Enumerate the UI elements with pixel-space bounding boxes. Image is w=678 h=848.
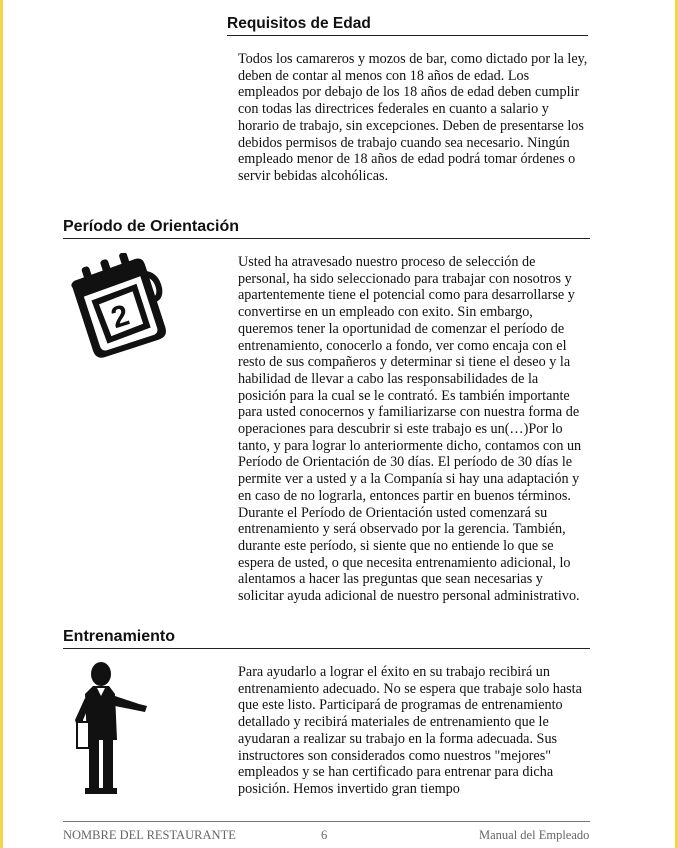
- heading-entrenamiento: Entrenamiento: [63, 628, 176, 645]
- heading-rule: [227, 35, 588, 36]
- heading-rule: [63, 648, 590, 649]
- footer-page-number: 6: [321, 828, 328, 842]
- waiter-icon: [65, 660, 155, 800]
- section-text-entrenamiento: Para ayudarlo a lograr el éxito en su trabajo recibirá un entrenamiento adecuado. No se espera que trabaje solo hasta que este listo. Participará de programas de entrenamiento detallado y recibirá materiales de entrenamiento que le ayudaran a realizar su trabajo en la forma adecuada. Sus instructores son considerados como nuestros "mejores" empleados y se han certificado para entrenar para dicha posición. Hemos invertido gran tiempo: [238, 664, 582, 797]
- footer-manual-title: Manual del Empleado: [479, 828, 590, 842]
- section-text-edad: Todos los camareros y mozos de bar, como dictado por la ley, deben de contar al menos con 18 años de edad. Los empleados por debajo de los 18 años de edad deben cumplir con todas las directrices federales en cuanto a salario y horario de trabajo, sin excepciones. Deben de presentarse los debidos permisos de trabajo cuando sea necesario. Ningún empleado menor de 18 años de edad podrá tomar órdenes o servir bebidas alcohólicas.: [238, 51, 588, 184]
- heading-requisitos-de-edad: Requisitos de Edad: [227, 15, 371, 32]
- footer-rule: [63, 821, 590, 822]
- svg-text:2: 2: [107, 298, 134, 336]
- footer-restaurant-name: NOMBRE DEL RESTAURANTE: [63, 828, 236, 842]
- heading-rule: [63, 238, 590, 239]
- calendar-icon: [67, 253, 167, 363]
- heading-periodo-de-orientacion: Período de Orientación: [63, 218, 240, 235]
- document-page: [3, 0, 675, 848]
- section-text-orientacion: Usted ha atravesado nuestro proceso de selección de personal, ha sido seleccionado para trabajar con nosotros y apartentemente tiene el potencial como para desarrollarse y convertirse en un empleado con exito. Sin embargo, queremos tener la oportunidad de comenzar el período de entrenamiento, conocerlo a fondo, ver como encaja con el resto de sus compañeros y determinar si tiene el deseo y la habilidad de llevar a cabo las responsabilidades de la posición para la cual se le contrató. Es también importante para usted conocernos y familiarizarse con nuestra forma de operaciones para descubrir si este trabajo es un(…)Por lo tanto, y para lograr lo anteriormente dicho, contamos con un Período de Orientación de 30 días. El período de 30 días le permite ver a usted y a la Companía si hay una adaptación y en caso de no lograrla, entonces partir en buenos términos. Durante el Período de Orientación usted comenzará su entrenamiento y será observado por la gerencia. También, durante este período, si siente que no entiende lo que se espera de usted, o que necesita entrenamiento adicional, lo alentamos a hacer las preguntas que sean necesarias y solicitar ayuda adicional de nuestro personal administrativo.: [238, 254, 582, 605]
